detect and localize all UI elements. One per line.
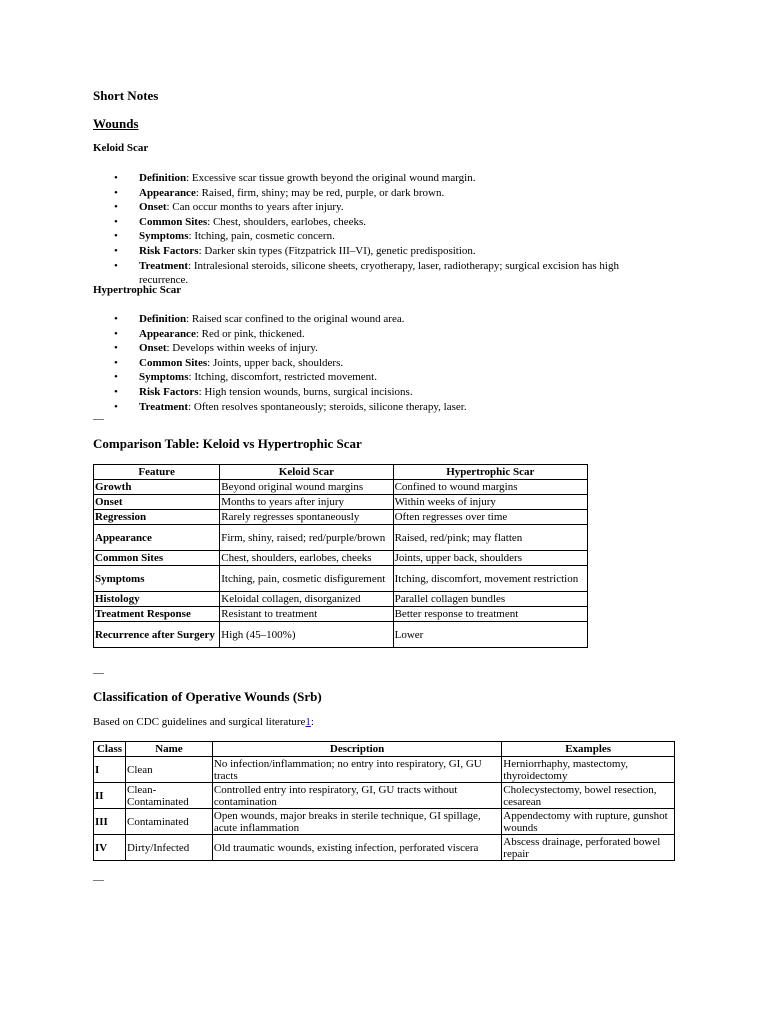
table-cell: Months to years after injury: [220, 495, 393, 510]
keloid-list: [93, 171, 663, 288]
table-cell: Growth: [94, 480, 220, 495]
table-cell: III: [94, 809, 126, 835]
list-item: [93, 370, 663, 385]
list-item: [93, 244, 663, 259]
table-cell: Resistant to treatment: [220, 607, 393, 622]
table-cell: Histology: [94, 592, 220, 607]
table-cell: Firm, shiny, raised; red/purple/brown: [220, 525, 393, 551]
item-text: : Darker skin types (Fitzpatrick III–VI), genetic predisposition.: [198, 244, 476, 257]
bullet-icon: •: [114, 244, 118, 257]
table-cell: Common Sites: [94, 551, 220, 566]
item-text: : High tension wounds, burns, surgical incisions.: [198, 385, 413, 398]
item-label: Definition: [139, 313, 187, 325]
table-cell: Appearance: [94, 525, 220, 551]
keloid-heading: Keloid Scar: [93, 142, 149, 154]
table-cell: No infection/inflammation; no entry into respiratory, GI, GU tracts: [212, 757, 501, 783]
list-item: [93, 312, 663, 327]
table-row: [94, 551, 588, 566]
table-cell: Clean: [125, 757, 212, 783]
column-header: Feature: [94, 465, 220, 480]
column-header: Hypertrophic Scar: [393, 465, 587, 480]
table-cell: Open wounds, major breaks in sterile technique, GI spillage, acute inflammation: [212, 809, 501, 835]
classification-intro: [93, 716, 314, 728]
table-cell: I: [94, 757, 126, 783]
table-cell: Cholecystectomy, bowel resection, cesarean: [502, 783, 675, 809]
bullet-icon: •: [114, 313, 118, 325]
item-text: : Develops within weeks of injury.: [166, 342, 318, 355]
item-label: Onset: [139, 342, 167, 355]
table-cell: IV: [94, 835, 126, 861]
intro-colon: :: [310, 716, 314, 728]
page-title: Short Notes: [93, 88, 159, 103]
table-cell: Rarely regresses spontaneously: [220, 510, 393, 525]
item-label: Onset: [139, 201, 167, 214]
item-label: Common Sites: [139, 215, 208, 228]
table-cell: Itching, pain, cosmetic disfigurement: [220, 566, 393, 592]
table-cell: Chest, shoulders, earlobes, cheeks: [220, 551, 393, 566]
list-item: [93, 356, 663, 371]
list-item: [93, 186, 663, 201]
table-cell: Itching, discomfort, movement restriction: [393, 566, 587, 592]
classification-heading: Classification of Operative Wounds (Srb): [93, 689, 322, 704]
item-text: : Itching, pain, cosmetic concern.: [188, 230, 335, 243]
table-row: [94, 525, 588, 551]
table-row: [94, 495, 588, 510]
table-cell: Often regresses over time: [393, 510, 587, 525]
table-row: [94, 622, 588, 648]
list-item: [93, 171, 663, 186]
table-cell: Better response to treatment: [393, 607, 587, 622]
bullet-icon: •: [114, 201, 118, 214]
list-item: [93, 215, 663, 230]
bullet-icon: •: [114, 230, 118, 243]
item-label: Definition: [139, 172, 187, 184]
table-cell: Dirty/Infected: [125, 835, 212, 861]
intro-text: Based on CDC guidelines and surgical literature: [93, 716, 306, 728]
table-cell: Onset: [94, 495, 220, 510]
bullet-icon: •: [114, 327, 118, 340]
bullet-icon: •: [114, 186, 118, 199]
bullet-icon: •: [114, 400, 118, 413]
reference-link[interactable]: 1: [305, 716, 311, 728]
item-text: : Excessive scar tissue growth beyond the original wound margin.: [186, 172, 476, 184]
table-cell: Controlled entry into respiratory, GI, GU tracts without contamination: [212, 783, 501, 809]
table-cell: Clean-Contaminated: [125, 783, 212, 809]
table-cell: High (45–100%): [220, 622, 393, 648]
list-item: [93, 385, 663, 400]
table-cell: Old traumatic wounds, existing infection, perforated viscera: [212, 835, 501, 861]
table-cell: Treatment Response: [94, 607, 220, 622]
bullet-icon: •: [114, 259, 118, 272]
item-text: : Often resolves spontaneously; steroids, silicone therapy, laser.: [188, 400, 467, 413]
comparison-table: [93, 464, 588, 648]
item-label: Appearance: [139, 186, 196, 199]
table-cell: II: [94, 783, 126, 809]
classification-table: [93, 741, 675, 861]
list-item: [93, 400, 663, 415]
table-cell: Lower: [393, 622, 587, 648]
table-cell: Appendectomy with rupture, gunshot wounds: [502, 809, 675, 835]
table-cell: Beyond original wound margins: [220, 480, 393, 495]
bullet-icon: •: [114, 342, 118, 355]
table-cell: Keloidal collagen, disorganized: [220, 592, 393, 607]
table-cell: Symptoms: [94, 566, 220, 592]
table-cell: Confined to wound margins: [393, 480, 587, 495]
table-row: [94, 480, 588, 495]
list-item: [93, 327, 663, 342]
item-label: Appearance: [139, 327, 196, 340]
item-label: Risk Factors: [139, 244, 199, 257]
item-text: : Joints, upper back, shoulders.: [207, 356, 344, 369]
item-text: : Itching, discomfort, restricted movement.: [188, 371, 377, 384]
bullet-icon: •: [114, 385, 118, 398]
item-label: Symptoms: [139, 230, 189, 243]
table-cell: Raised, red/pink; may flatten: [393, 525, 587, 551]
item-label: Risk Factors: [139, 385, 199, 398]
separator-3: —: [93, 874, 104, 886]
table-row: [94, 566, 588, 592]
section-heading-wounds: Wounds: [93, 116, 139, 131]
item-text: : Red or pink, thickened.: [195, 327, 305, 340]
column-header: Class: [94, 742, 126, 757]
hypertrophic-list: [93, 312, 663, 414]
separator-2: —: [93, 667, 104, 679]
table-cell: Recurrence after Surgery: [94, 622, 220, 648]
item-label: Symptoms: [139, 371, 189, 384]
list-item: [93, 341, 663, 356]
hypertrophic-heading: Hypertrophic Scar: [93, 284, 182, 296]
bullet-icon: •: [114, 215, 118, 228]
item-label: Treatment: [139, 400, 189, 413]
bullet-icon: •: [114, 172, 118, 184]
item-text: : Raised scar confined to the original wound area.: [186, 313, 405, 325]
table-cell: Contaminated: [125, 809, 212, 835]
item-label: Treatment: [139, 259, 189, 272]
table-row: [94, 607, 588, 622]
table-cell: Parallel collagen bundles: [393, 592, 587, 607]
item-label: Common Sites: [139, 356, 208, 369]
table-row: [94, 783, 675, 809]
table-row: [94, 809, 675, 835]
separator-1: —: [93, 413, 104, 425]
table-row: [94, 757, 675, 783]
table-row: [94, 592, 588, 607]
comparison-heading: Comparison Table: Keloid vs Hypertrophic Scar: [93, 436, 362, 451]
item-text: : Raised, firm, shiny; may be red, purple, or dark brown.: [195, 186, 445, 199]
item-text: : Chest, shoulders, earlobes, cheeks.: [207, 215, 366, 228]
table-row: [94, 510, 588, 525]
column-header: Description: [212, 742, 501, 757]
table-cell: Within weeks of injury: [393, 495, 587, 510]
list-item: [93, 200, 663, 215]
table-row: [94, 835, 675, 861]
column-header: Keloid Scar: [220, 465, 393, 480]
item-text: : Intralesional steroids, silicone sheets, cryotherapy, laser, radiotherapy; surgical excision has high recurrence.: [139, 259, 619, 287]
item-text: : Can occur months to years after injury.: [166, 201, 344, 214]
bullet-icon: •: [114, 356, 118, 369]
list-item: [93, 229, 663, 244]
bullet-icon: •: [114, 371, 118, 384]
column-header: Name: [125, 742, 212, 757]
table-cell: Joints, upper back, shoulders: [393, 551, 587, 566]
table-cell: Abscess drainage, perforated bowel repair: [502, 835, 675, 861]
table-cell: Regression: [94, 510, 220, 525]
table-cell: Herniorrhaphy, mastectomy, thyroidectomy: [502, 757, 675, 783]
column-header: Examples: [502, 742, 675, 757]
